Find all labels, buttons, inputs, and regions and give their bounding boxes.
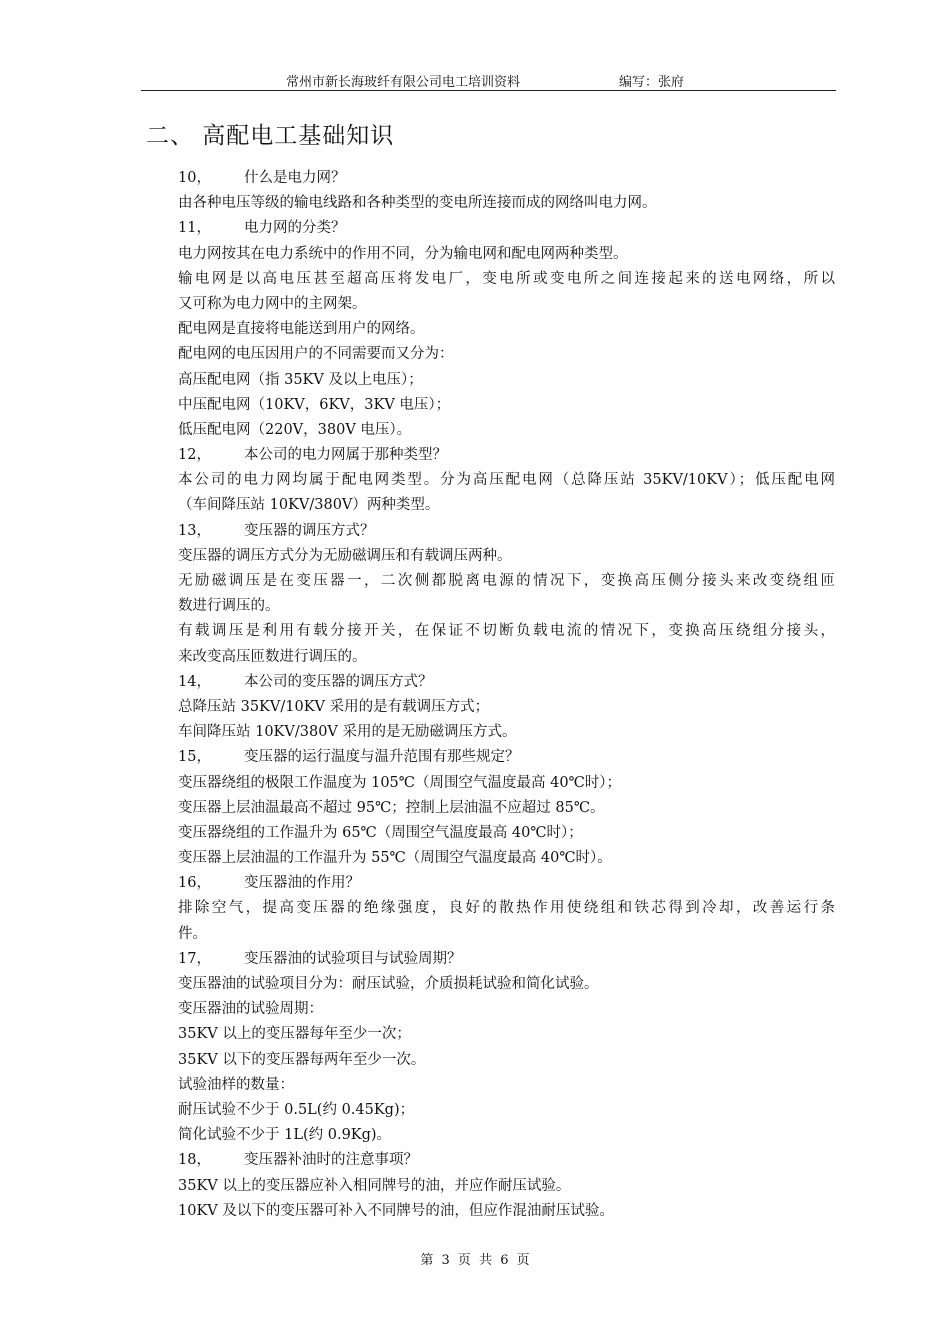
text-line: [178, 292, 835, 317]
paragraph-text: 输电网是以高电压甚至超高压将发电厂，变电所或变电所之间连接起来的送电网络，所以: [178, 270, 835, 287]
question-line: [178, 745, 835, 770]
question-number: 17，: [178, 950, 211, 967]
text-line: [178, 771, 835, 796]
paragraph-text: 件。: [178, 925, 207, 942]
paragraph-text: 车间降压站 10KV/380V 采用的是无励磁调压方式。: [178, 724, 517, 741]
question-text: 变压器补油时的注意事项？: [244, 1152, 418, 1169]
text-line: [178, 796, 835, 821]
text-line: [178, 569, 835, 594]
question-number: 13，: [178, 522, 211, 539]
paragraph-text: 又可称为电力网中的主网架。: [178, 295, 367, 312]
paragraph-text: 试验油样的数量：: [178, 1076, 294, 1093]
text-line: [178, 1174, 835, 1199]
question-text: 变压器的运行温度与温升范围有那些规定？: [244, 749, 520, 766]
paragraph-text: 配电网是直接将电能送到用户的网络。: [178, 321, 425, 338]
paragraph-text: 中压配电网（10KV，6KV，3KV 电压）；: [178, 396, 451, 413]
question-number: 12，: [178, 447, 211, 464]
paragraph-text: 由各种电压等级的输电线路和各种类型的变电所连接而成的网络叫电力网。: [178, 195, 657, 212]
paragraph-text: 配电网的电压因用户的不同需要而又分为：: [178, 346, 454, 363]
question-line: [178, 670, 835, 695]
question-text: 本公司的变压器的调压方式？: [244, 673, 433, 690]
text-line: [178, 242, 835, 267]
question-text: 电力网的分类？: [244, 220, 346, 237]
question-text: 变压器油的作用？: [244, 875, 360, 892]
paragraph-text: 排除空气，提高变压器的绝缘强度，良好的散热作用使绕组和铁芯得到冷却，改善运行条: [178, 900, 835, 917]
paragraph-text: 电力网按其在电力系统中的作用不同，分为输电网和配电网两种类型。: [178, 245, 628, 262]
paragraph-text: 10KV 及以下的变压器可补入不同牌号的油，但应作混油耐压试验。: [178, 1202, 614, 1219]
text-line: [178, 493, 835, 518]
text-line: [178, 645, 835, 670]
text-line: [178, 191, 835, 216]
section-title: 二、 高配电工基础知识: [146, 123, 395, 149]
paragraph-text: 变压器油的试验项目分为：耐压试验，介质损耗试验和简化试验。: [178, 976, 599, 992]
text-line: [178, 594, 835, 619]
question-number: 11，: [178, 220, 211, 237]
paragraph-text: 来改变高压匝数进行调压的。: [178, 648, 367, 665]
paragraph-text: 变压器上层油温的工作温升为 55℃（周围空气温度最高 40℃时）。: [178, 850, 612, 867]
paragraph-text: 高压配电网（指 35KV 及以上电压）；: [178, 371, 423, 388]
text-line: [178, 468, 835, 493]
question-text: 本公司的电力网属于那种类型？: [244, 447, 447, 464]
text-line: [178, 267, 835, 292]
question-number: 18，: [178, 1152, 211, 1169]
text-line: [178, 1098, 835, 1123]
text-line: [178, 997, 835, 1022]
paragraph-text: 总降压站 35KV/10KV 采用的是有载调压方式；: [178, 698, 490, 715]
question-line: [178, 443, 835, 468]
paragraph-text: 变压器上层油温最高不超过 95℃；控制上层油温不应超过 85℃。: [178, 799, 605, 816]
text-line: [178, 368, 835, 393]
paragraph-text: 35KV 以上的变压器应补入相同牌号的油，并应作耐压试验。: [178, 1177, 571, 1194]
paragraph-text: 有载调压是利用有载分接开关，在保证不切断负载电流的情况下，变换高压绕组分接头，: [178, 623, 835, 640]
question-line: [178, 519, 835, 544]
paragraph-text: 本公司的电力网均属于配电网类型。分为高压配电网（总降压站 35KV/10KV）；低压配电网: [178, 472, 835, 489]
question-text: 变压器油的试验项目与试验周期？: [244, 950, 462, 967]
text-line: [178, 619, 835, 644]
text-line: [178, 1073, 835, 1098]
question-line: [178, 871, 835, 896]
text-line: [178, 544, 835, 569]
header-author: 编写：张府: [619, 75, 685, 90]
text-line: [178, 720, 835, 745]
question-number: 14，: [178, 673, 211, 690]
paragraph-text: 35KV 以下的变压器每两年至少一次。: [178, 1051, 426, 1068]
paragraph-text: 变压器绕组的工作温升为 65℃（周围空气温度最高 40℃时）；: [178, 824, 583, 841]
question-line: [178, 166, 835, 191]
document-body: [178, 166, 835, 1224]
page-footer: 第 3 页 共 6 页: [420, 1253, 530, 1268]
text-line: [178, 342, 835, 367]
text-line: [178, 896, 835, 921]
text-line: [178, 1048, 835, 1073]
text-line: [178, 972, 835, 997]
question-number: 16，: [178, 875, 211, 892]
text-line: [178, 695, 835, 720]
paragraph-text: 无励磁调压是在变压器一，二次侧都脱离电源的情况下，变换高压侧分接头来改变绕组匝: [178, 573, 835, 589]
paragraph-text: 35KV 以上的变压器每年至少一次；: [178, 1026, 411, 1043]
paragraph-text: 简化试验不少于 1L(约 0.9Kg)。: [178, 1127, 392, 1144]
paragraph-text: 变压器绕组的极限工作温度为 105℃（周围空气温度最高 40℃时）；: [178, 774, 622, 791]
text-line: [178, 1123, 835, 1148]
paragraph-text: 数进行调压的。: [178, 598, 280, 615]
text-line: [178, 1199, 835, 1224]
paragraph-text: （车间降压站 10KV/380V）两种类型。: [178, 497, 440, 514]
text-line: [178, 418, 835, 443]
text-line: [178, 821, 835, 846]
text-line: [178, 317, 835, 342]
text-line: [178, 1022, 835, 1047]
question-line: [178, 216, 835, 241]
header-company: 常州市新长海玻纤有限公司电工培训资料: [286, 75, 521, 90]
question-text: 什么是电力网？: [244, 170, 346, 186]
question-line: [178, 1148, 835, 1173]
question-number: 15，: [178, 749, 211, 766]
question-number: 10，: [178, 170, 211, 186]
paragraph-text: 变压器的调压方式分为无励磁调压和有载调压两种。: [178, 547, 512, 564]
paragraph-text: 变压器油的试验周期：: [178, 1001, 323, 1018]
text-line: [178, 393, 835, 418]
question-text: 变压器的调压方式？: [244, 522, 375, 539]
paragraph-text: 耐压试验不少于 0.5L(约 0.45Kg)；: [178, 1101, 415, 1118]
page-header: [141, 70, 836, 91]
question-line: [178, 947, 835, 972]
text-line: [178, 846, 835, 871]
paragraph-text: 低压配电网（220V，380V 电压）。: [178, 421, 412, 438]
text-line: [178, 922, 835, 947]
